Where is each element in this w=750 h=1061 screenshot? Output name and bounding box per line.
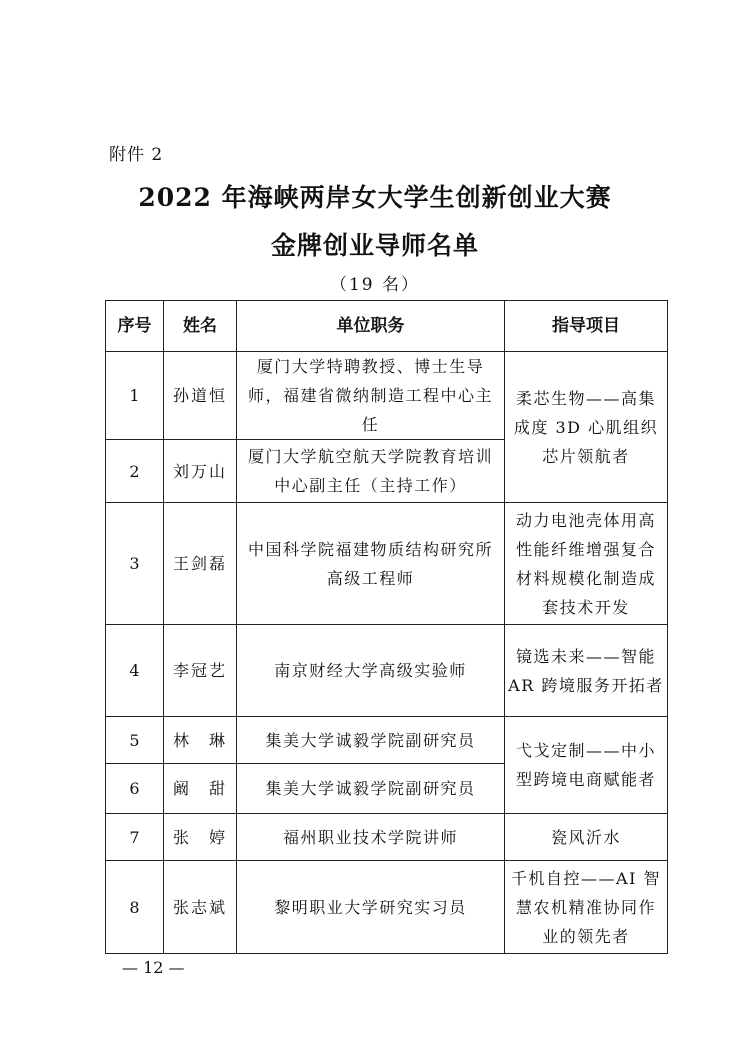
row-name: 刘万山 — [164, 440, 237, 503]
row-unit: 厦门大学特聘教授、博士生导师，福建省微纳制造工程中心主任 — [237, 352, 505, 440]
header-index: 序号 — [106, 301, 164, 352]
table-header-row — [106, 301, 668, 352]
table-row — [106, 503, 668, 625]
row-project: 动力电池壳体用高性能纤维增强复合材料规模化制造成套技术开发 — [505, 503, 668, 625]
row-name: 张志斌 — [164, 861, 237, 954]
row-unit: 集美大学诚毅学院副研究员 — [237, 717, 505, 764]
row-unit: 黎明职业大学研究实习员 — [237, 861, 505, 954]
row-name: 李冠艺 — [164, 625, 237, 717]
row-name: 阚 甜 — [164, 764, 237, 814]
row-index: 3 — [106, 503, 164, 625]
row-name: 王剑磊 — [164, 503, 237, 625]
row-unit: 福州职业技术学院讲师 — [237, 814, 505, 861]
row-project: 柔芯生物——高集成度 3D 心肌组织芯片领航者 — [505, 352, 668, 503]
row-index: 6 — [106, 764, 164, 814]
row-unit: 中国科学院福建物质结构研究所高级工程师 — [237, 503, 505, 625]
row-index: 7 — [106, 814, 164, 861]
header-unit: 单位职务 — [237, 301, 505, 352]
row-index: 8 — [106, 861, 164, 954]
table-row — [106, 352, 668, 440]
document-subtitle: 金牌创业导师名单 — [270, 231, 479, 260]
table-row — [106, 814, 668, 861]
row-name: 林 琳 — [164, 717, 237, 764]
document-title: 2022 年海峡两岸女大学生创新创业大赛 — [138, 183, 612, 212]
table-row — [106, 625, 668, 717]
mentor-table — [105, 300, 668, 954]
page-number: — 12 — — [122, 958, 185, 977]
table-row — [106, 717, 668, 764]
header-name: 姓名 — [164, 301, 237, 352]
table-row — [106, 861, 668, 954]
row-project: 瓷风沂水 — [505, 814, 668, 861]
row-project: 弋戈定制——中小型跨境电商赋能者 — [505, 717, 668, 814]
mentor-count: （19 名） — [329, 275, 421, 295]
row-unit: 集美大学诚毅学院副研究员 — [237, 764, 505, 814]
row-index: 1 — [106, 352, 164, 440]
row-index: 5 — [106, 717, 164, 764]
row-index: 2 — [106, 440, 164, 503]
row-index: 4 — [106, 625, 164, 717]
row-name: 孙道恒 — [164, 352, 237, 440]
row-unit: 南京财经大学高级实验师 — [237, 625, 505, 717]
row-project: 千机自控——AI 智慧农机精准协同作业的领先者 — [505, 861, 668, 954]
row-unit: 厦门大学航空航天学院教育培训中心副主任（主持工作） — [237, 440, 505, 503]
attachment-label: 附件 2 — [109, 145, 164, 165]
row-name: 张 婷 — [164, 814, 237, 861]
row-project: 镜选未来——智能 AR 跨境服务开拓者 — [505, 625, 668, 717]
header-project: 指导项目 — [505, 301, 668, 352]
